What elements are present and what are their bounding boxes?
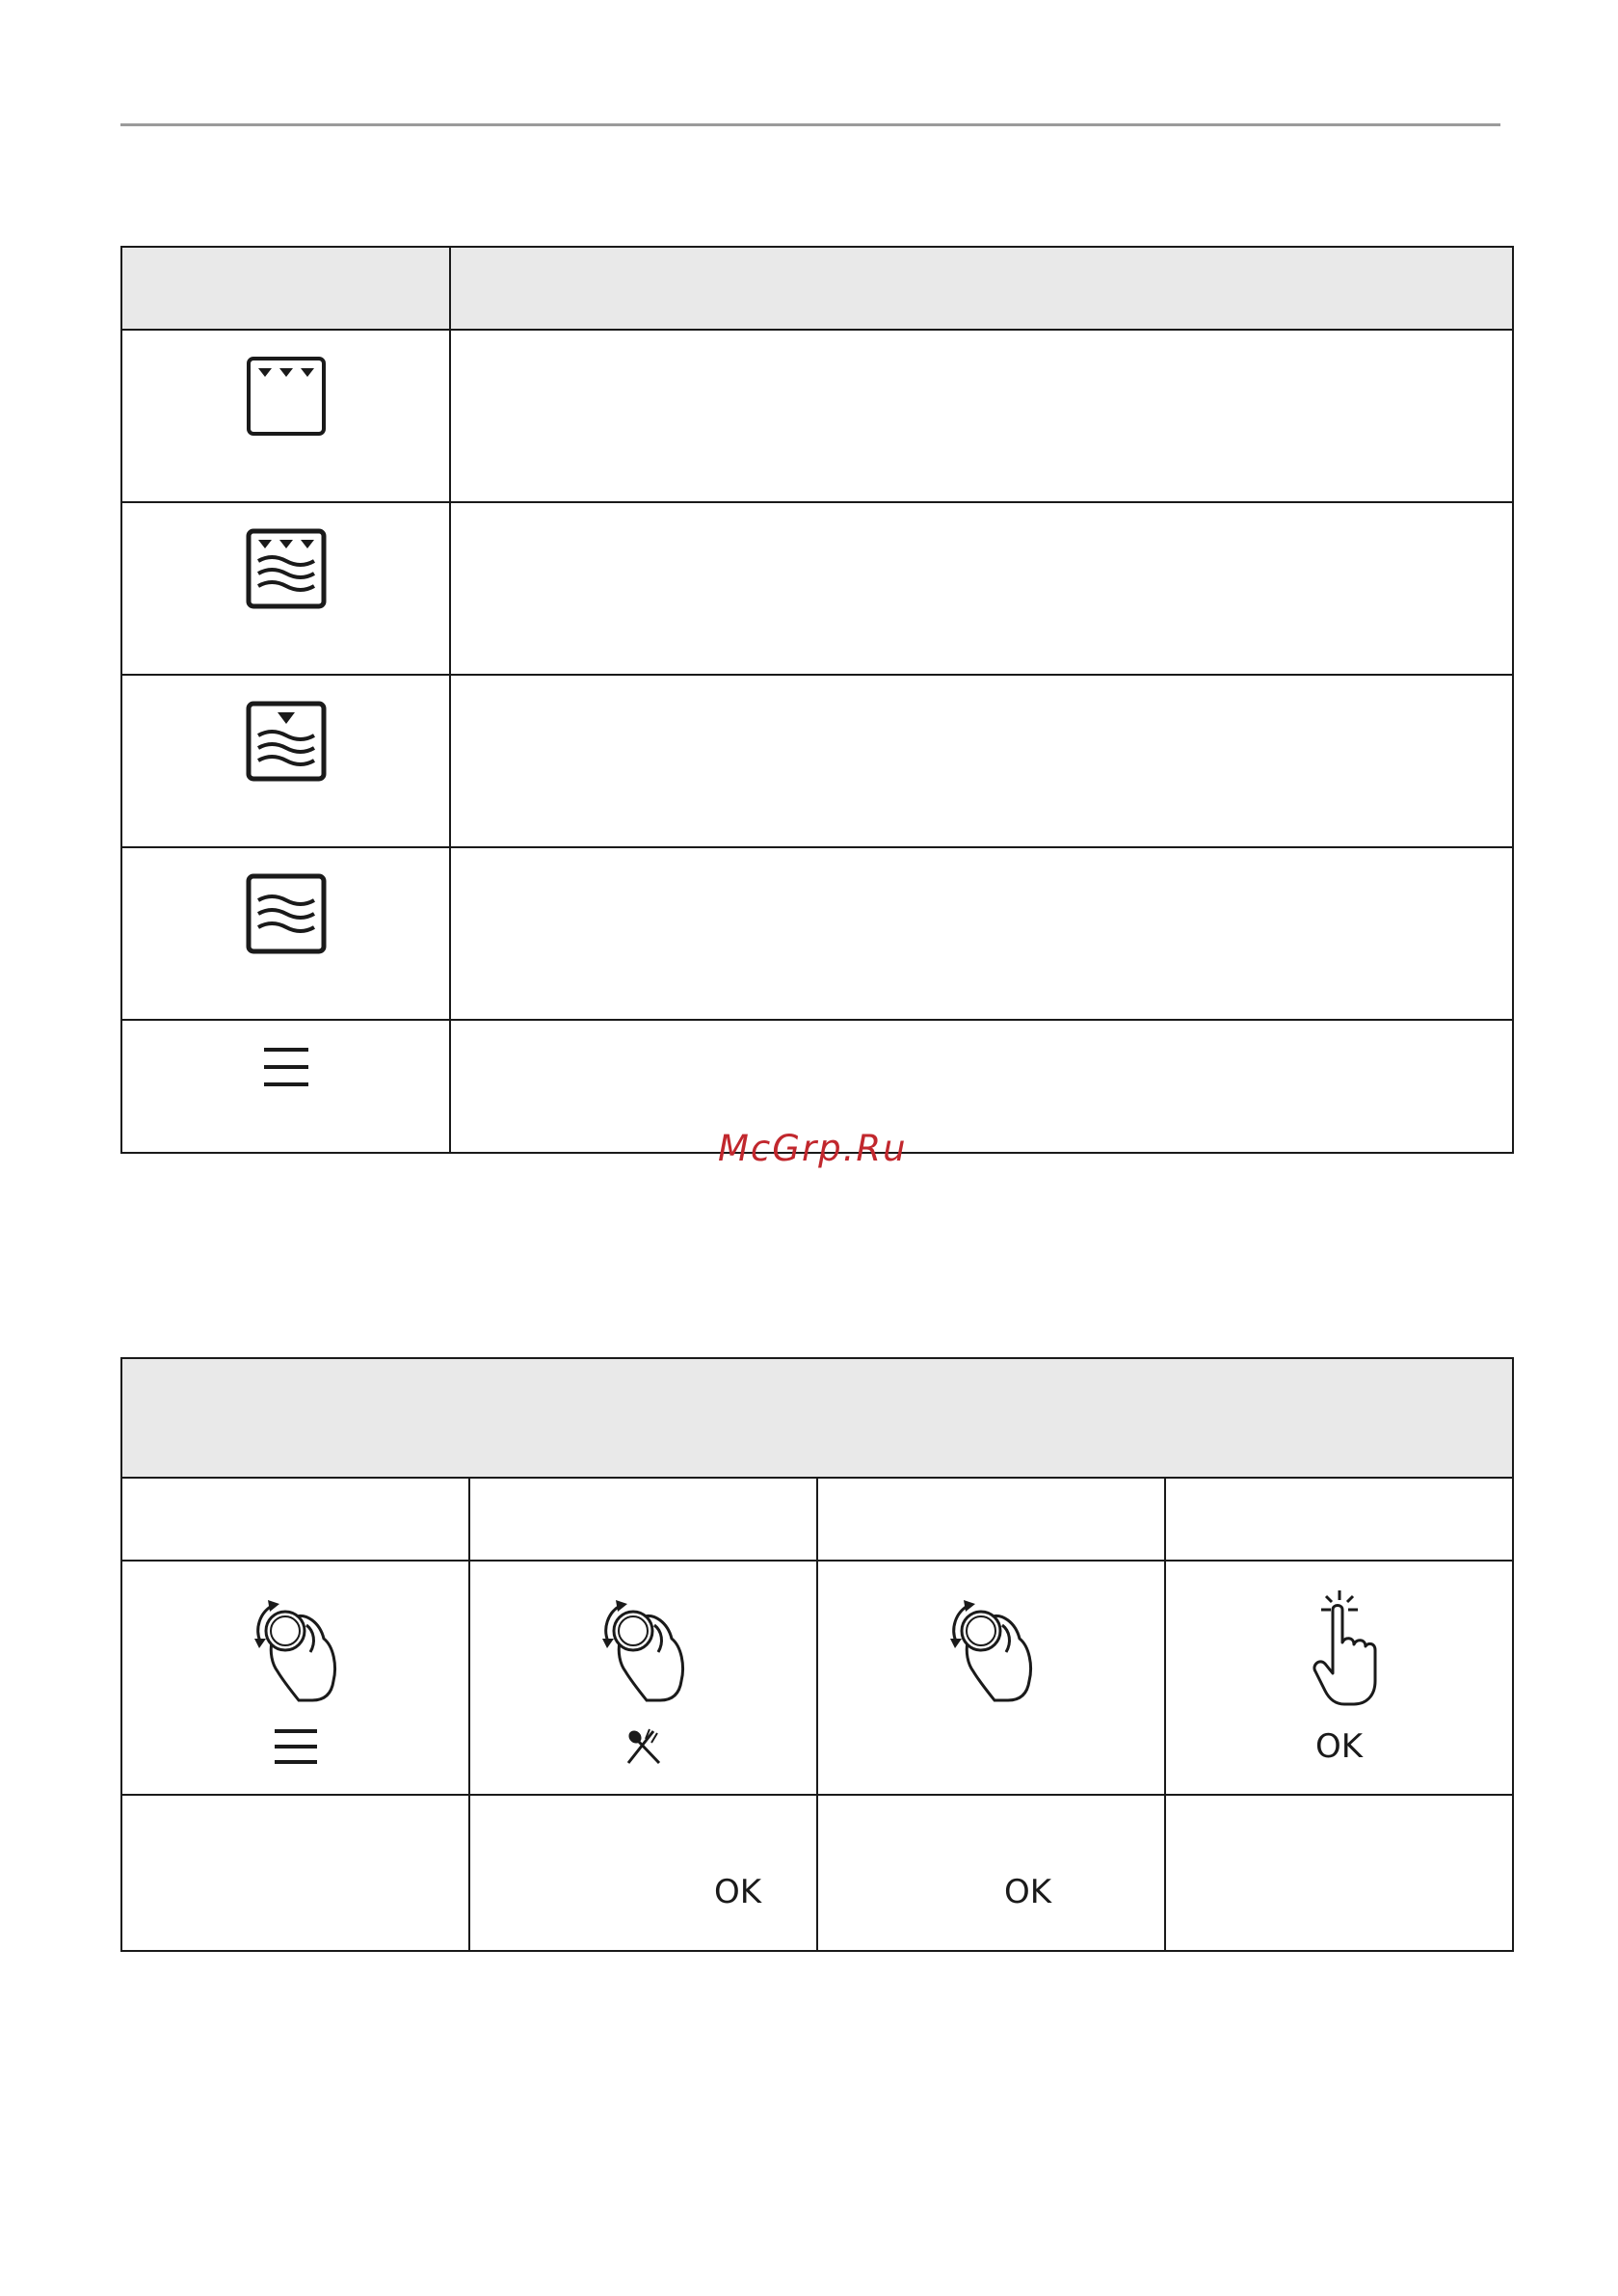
rotate-knob-icon <box>243 1589 349 1704</box>
step-cell <box>817 1561 1165 1795</box>
modes-table-header <box>121 247 1513 330</box>
step-note <box>817 1795 1165 1951</box>
mode-symbol-cell <box>121 502 450 675</box>
steps-table <box>120 1357 1514 1952</box>
steps-table-title <box>121 1358 1513 1478</box>
step-note <box>121 1795 469 1951</box>
table-row <box>121 330 1513 502</box>
watermark: McGrp.Ru <box>718 1128 908 1169</box>
ok-label: OK <box>1004 1873 1052 1911</box>
modes-header-description <box>450 247 1513 330</box>
top-rule <box>120 123 1500 126</box>
press-finger-icon <box>1286 1589 1393 1708</box>
microwave-icon <box>246 873 327 954</box>
mode-symbol-cell <box>121 330 450 502</box>
mode-symbol-cell <box>121 847 450 1020</box>
mode-description <box>450 330 1513 502</box>
menu-icon <box>274 1727 318 1766</box>
cutlery-icon <box>624 1727 663 1766</box>
mode-description <box>450 847 1513 1020</box>
modes-header-symbol <box>121 247 450 330</box>
mode-description <box>450 1020 1513 1153</box>
mode-symbol-cell <box>121 675 450 847</box>
steps-table-title-row <box>121 1358 1513 1478</box>
step-label <box>1165 1478 1513 1561</box>
mode-description <box>450 502 1513 675</box>
menu-icon <box>262 1046 310 1088</box>
step-label <box>817 1478 1165 1561</box>
top-heat-icon <box>246 356 327 437</box>
steps-table-label-row <box>121 1478 1513 1561</box>
step-note <box>1165 1795 1513 1951</box>
step-label <box>469 1478 817 1561</box>
rotate-knob-icon <box>591 1589 697 1704</box>
modes-table <box>120 246 1514 1154</box>
fan-microwave-icon <box>246 701 327 782</box>
table-row <box>121 502 1513 675</box>
mode-symbol-cell <box>121 1020 450 1153</box>
steps-table-note-row <box>121 1795 1513 1951</box>
mode-description <box>450 675 1513 847</box>
ok-label: OK <box>714 1873 762 1911</box>
steps-table-icon-row <box>121 1561 1513 1795</box>
step-label <box>121 1478 469 1561</box>
step-note <box>469 1795 817 1951</box>
step-cell <box>469 1561 817 1795</box>
rotate-knob-icon <box>939 1589 1045 1704</box>
ok-label: OK <box>1314 1727 1364 1766</box>
table-row <box>121 675 1513 847</box>
step-cell <box>121 1561 469 1795</box>
table-row <box>121 847 1513 1020</box>
step-cell <box>1165 1561 1513 1795</box>
grill-microwave-icon <box>246 528 327 609</box>
